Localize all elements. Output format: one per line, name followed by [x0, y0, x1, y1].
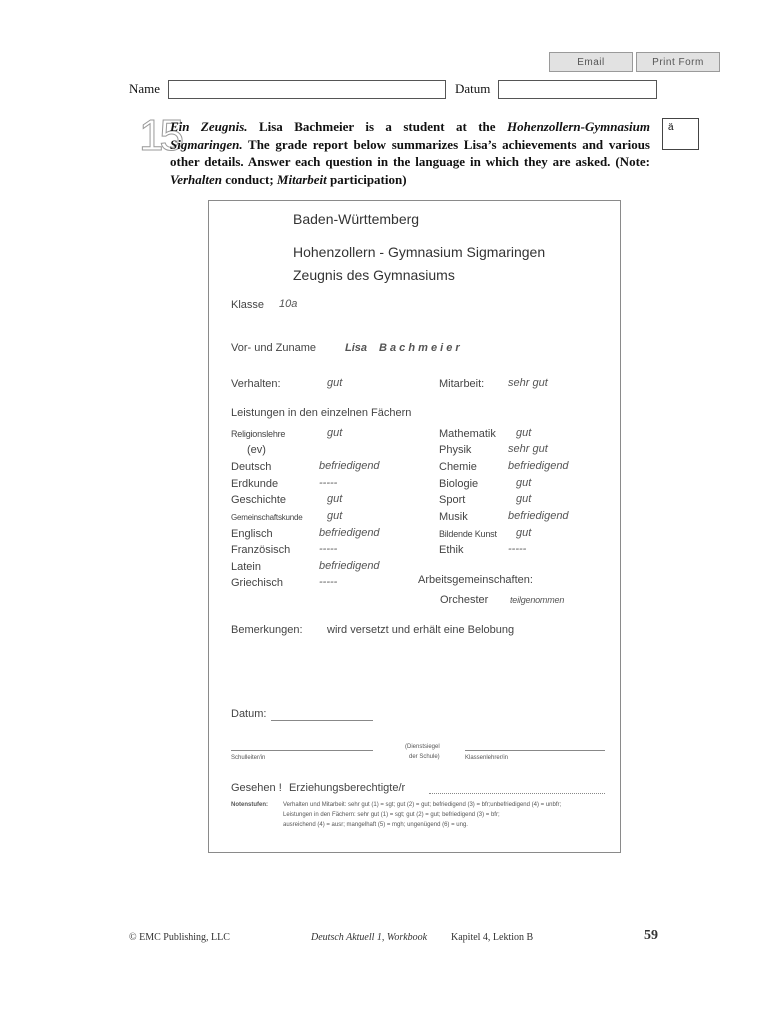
subject-grade: gut — [327, 493, 343, 505]
subject-name: Erdkunde — [231, 478, 279, 490]
grade-scale-line-3: ausreichend (4) = ausr; mangelhaft (5) = mgh; ungenügend (6) = ung. — [283, 822, 468, 828]
vocab-verhalten: Verhalten — [170, 171, 223, 187]
subject-grade: befriedigend — [319, 460, 380, 472]
exercise-title: Ein Zeugnis. — [170, 119, 248, 134]
name-label: Name — [129, 81, 161, 96]
footer-copyright: © EMC Publishing, LLC — [129, 932, 230, 943]
subject-grade: ----- — [319, 477, 338, 489]
subject-name: Ethik — [439, 544, 464, 556]
subject-name: Sport — [439, 494, 466, 506]
subject-name: Biologie — [439, 478, 479, 490]
gloss-participation: participation) — [326, 171, 407, 187]
datum-field[interactable] — [498, 80, 657, 99]
vocab-mitarbeit: Mitarbeit — [276, 171, 327, 187]
report-title: Zeugnis des Gymnasiums — [293, 267, 455, 283]
remarks-label: Bemerkungen: — [231, 624, 303, 636]
conduct-label: Verhalten: — [231, 378, 281, 390]
remarks-value: wird versetzt und erhält eine Belobung — [327, 624, 515, 636]
subject-name: Latein — [231, 561, 261, 573]
subject-grade: ----- — [319, 576, 338, 588]
conduct-value: gut — [327, 377, 343, 389]
subject-grade: gut — [516, 527, 532, 539]
subject-grade: gut — [516, 477, 532, 489]
report-school: Hohenzollern - Gymnasium Sigmaringen — [293, 244, 546, 260]
subject-name: Bildende Kunst — [439, 529, 497, 539]
class-label: Klasse — [231, 299, 265, 311]
gloss-conduct: conduct; — [222, 171, 277, 187]
student-last-name: B a c h m e i e r — [379, 342, 460, 354]
subject-grade: befriedigend — [508, 510, 569, 522]
subject-name: Musik — [439, 511, 468, 523]
subject-grade: befriedigend — [319, 560, 380, 572]
seal-line-1: (Dienstsiegel — [405, 744, 440, 750]
subject-grade: gut — [327, 427, 343, 439]
guardian-label: Erziehungsberechtigte/r — [289, 782, 406, 794]
subject-name: Chemie — [439, 461, 477, 473]
grade-scale-line-1: Verhalten und Mitarbeit: sehr gut (1) = sgt; gut (2) = gut; befriedigend (3) = bfr;unbefriedigend (4) = unbfr; — [283, 802, 562, 808]
subject-name: Griechisch — [231, 577, 283, 589]
date-label: Datum: — [231, 708, 267, 720]
subject-grade: ----- — [508, 543, 527, 555]
guardian-signature-line — [429, 793, 605, 794]
subject-grade: sehr gut — [508, 443, 548, 455]
date-line — [271, 720, 373, 721]
instructions-text-1: Lisa Bachmeier is a student at the — [247, 119, 507, 134]
name-field[interactable] — [168, 80, 446, 99]
activity-name: Orchester — [440, 594, 489, 606]
student-first-name: Lisa — [345, 342, 368, 354]
student-name-label: Vor- und Zuname — [231, 342, 316, 354]
subject-name: Religionslehre — [231, 429, 286, 439]
participation-label: Mitarbeit: — [439, 378, 485, 390]
instructions-text-2: The grade report below summarizes Lisa’s achievements and various other details. Answer each question in the language in which they are asked. (Note: — [170, 136, 650, 169]
principal-label: Schulleiter/in — [231, 755, 266, 761]
subject-name: Französisch — [231, 544, 291, 556]
subject-name: Deutsch — [231, 461, 272, 473]
email-button[interactable]: Email — [549, 52, 633, 72]
teacher-label: Klassenlehrer/in — [465, 755, 509, 761]
footer-book: Deutsch Aktuell 1, Workbook — [311, 932, 428, 943]
principal-signature-line — [231, 750, 373, 751]
page-number: 59 — [644, 928, 658, 943]
subject-name: Physik — [439, 444, 472, 456]
subject-grade: gut — [327, 510, 343, 522]
subject-grade: gut — [516, 493, 532, 505]
class-value: 10a — [279, 298, 298, 310]
seen-label: Gesehen ! — [231, 782, 282, 794]
activities-label: Arbeitsgemeinschaften: — [418, 574, 533, 586]
exercise-number: 15 — [139, 111, 180, 160]
activity-status: teilgenommen — [510, 595, 565, 605]
subject-name: (ev) — [247, 444, 266, 456]
datum-label: Datum — [455, 81, 491, 96]
subject-name: Gemeinschaftskunde — [231, 513, 303, 522]
subject-grade: befriedigend — [508, 460, 569, 472]
subject-grade: ----- — [319, 543, 338, 555]
print-form-button[interactable]: Print Form — [636, 52, 720, 72]
participation-value: sehr gut — [508, 377, 548, 389]
report-state: Baden-Württemberg — [293, 211, 420, 227]
teacher-signature-line — [465, 750, 605, 751]
grade-scale-label: Notenstufen: — [231, 802, 268, 808]
subject-name: Mathematik — [439, 428, 496, 440]
footer-chapter: Kapitel 4, Lektion B — [451, 932, 534, 943]
subject-name: Geschichte — [231, 494, 287, 506]
exercise-instructions — [170, 118, 650, 188]
grade-scale-line-2: Leistungen in den Fächern: sehr gut (1) = sgt; gut (2) = gut; befriedigend (3) = bfr; — [283, 812, 500, 818]
report-card — [208, 200, 621, 853]
answer-field[interactable]: ä — [662, 118, 699, 150]
subject-grade: gut — [516, 427, 532, 439]
subject-grade: befriedigend — [319, 527, 380, 539]
subject-name: Englisch — [231, 528, 273, 540]
seal-line-2: der Schule) — [409, 754, 440, 760]
school-name: Hohenzollern-Gymnasium Sigmaringen. — [170, 119, 650, 152]
subjects-heading: Leistungen in den einzelnen Fächern — [231, 407, 412, 419]
